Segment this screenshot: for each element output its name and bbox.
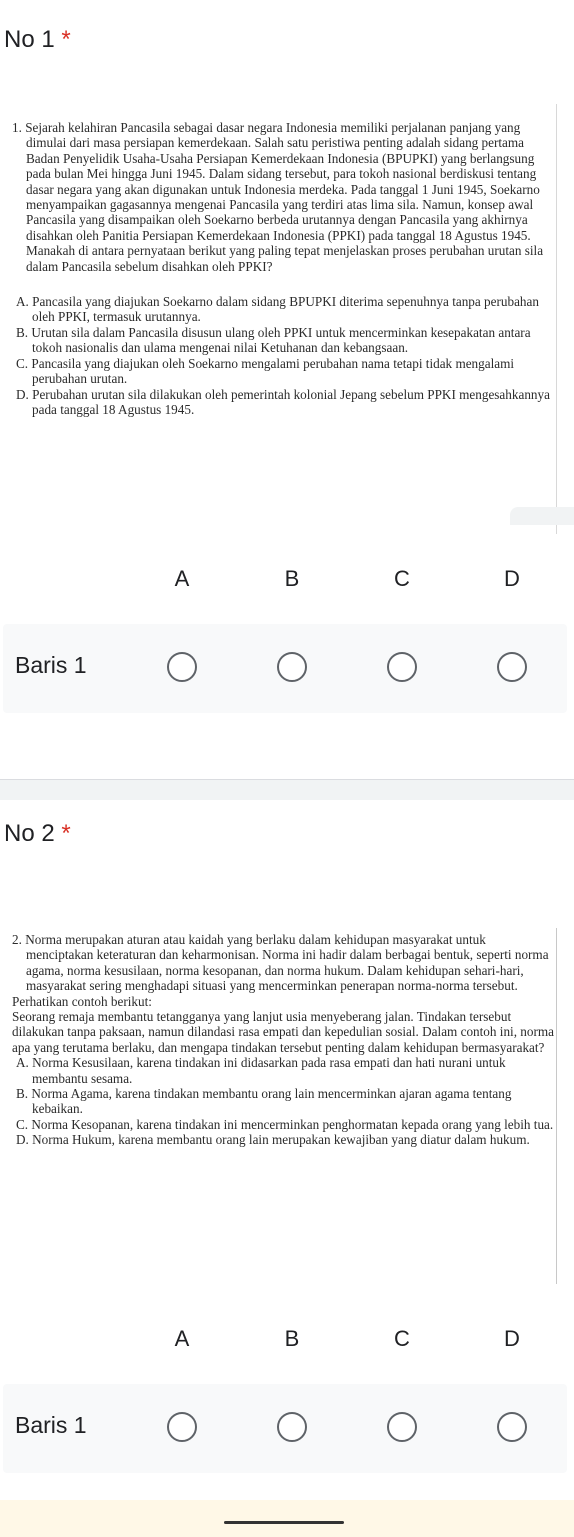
image-edge-fade bbox=[510, 507, 574, 525]
question-2-stem: 2. Norma merupakan aturan atau kaidah yang berlaku dalam kehidupan masyarakat untuk menciptakan keteraturan dan keharmonisan. Norma ini hadir dalam berbagai bentuk, seperti norma agama, norma kesusilaan, norma kesopanan, dan norma hukum. Dalam kehidupan sehari-hari, masyarakat sering menghadapi situasi yang mencerminkan penerapan norma-norma tersebut. bbox=[12, 932, 549, 994]
question-2-image bbox=[4, 928, 557, 1284]
grid-row-1 bbox=[3, 1384, 567, 1473]
radio-option-c[interactable] bbox=[387, 1412, 417, 1442]
question-1-option-c: C. Pancasila yang diajukan oleh Soekarno mengalami perubahan nama tetapi tidak mengalami perubahan urutan. bbox=[16, 355, 515, 387]
grid-column-header-c: C bbox=[394, 1326, 410, 1351]
radio-option-b[interactable] bbox=[277, 1412, 307, 1442]
question-1-option-b: B. Urutan sila dalam Pancasila disusun ulang oleh PPKI untuk mencerminkan kesepakatan antara tokoh nasionalis dan ulama mengenai nilai Ketuhanan dan kebangsaan. bbox=[16, 324, 531, 356]
radio-option-d[interactable] bbox=[497, 652, 527, 682]
question-1-stem: 1. Sejarah kelahiran Pancasila sebagai dasar negara Indonesia memiliki perjalanan panjang yang dimulai dari masa persiapan kemerdekaan. Salah satu peristiwa penting adalah sidang pertama Badan Penyelidik Usaha-Usaha Persiapan Kemerdekaan Indonesia (BPUPKI) yang berlangsung pada bulan Mei hingga Juni 1945. Dalam sidang tersebut, para tokoh nasional berdiskusi tentang dasar negara yang akan digunakan untuk Indonesia merdeka. Pada tanggal 1 Juni 1945, Soekarno menyampaikan gagasannya mengenai Pancasila yang terdiri atas lima sila. Namun, konsep awal Pancasila yang disampaikan oleh Soekarno berbeda urutannya dengan Pancasila yang akhirnya disahkan oleh Panitia Persiapan Kemerdekaan Indonesia (PPKI) pada tanggal 18 Agustus 1945. Manakah di antara pernyataan berikut yang paling tepat menjelaskan proses perubahan urutan sila dalam Pancasila sebelum disahkan oleh PPKI? bbox=[12, 120, 544, 274]
question-2-option-d: D. Norma Hukum, karena membantu orang lain merupakan kewajiban yang diatur dalam hukum. bbox=[16, 1132, 530, 1148]
question-2-title-text: No 2 bbox=[4, 820, 55, 847]
home-indicator[interactable] bbox=[224, 1521, 344, 1524]
grid-column-header-b: B bbox=[284, 566, 300, 591]
grid-column-header-c: C bbox=[394, 566, 410, 591]
radio-option-a[interactable] bbox=[167, 1412, 197, 1442]
grid-column-header-d: D bbox=[504, 566, 520, 591]
question-2-title bbox=[4, 820, 71, 848]
grid-column-header-d: D bbox=[504, 1326, 520, 1351]
grid-row-label: Baris 1 bbox=[15, 1412, 87, 1438]
question-1-image bbox=[4, 104, 557, 534]
question-2-option-a: A. Norma Kesusilaan, karena tindakan ini didasarkan pada rasa empati dan hati nurani untuk membantu sesama. bbox=[16, 1055, 506, 1086]
required-asterisk: * bbox=[61, 26, 71, 53]
radio-option-d[interactable] bbox=[497, 1412, 527, 1442]
grid-row-label: Baris 1 bbox=[15, 652, 87, 678]
bottom-bar bbox=[0, 1500, 574, 1537]
grid-column-header-b: B bbox=[284, 1326, 300, 1351]
grid-column-header-a: A bbox=[174, 1326, 190, 1351]
question-2-option-b: B. Norma Agama, karena tindakan membantu orang lain mencerminkan ajaran agama tentang kebaikan. bbox=[16, 1086, 512, 1117]
radio-option-b[interactable] bbox=[277, 652, 307, 682]
question-1-option-a: A. Pancasila yang diajukan Soekarno dalam sidang BPUPKI diterima sepenuhnya tanpa perubahan oleh PPKI, termasuk urutannya. bbox=[16, 294, 539, 325]
question-2-option-c: C. Norma Kesopanan, karena tindakan ini mencerminkan penghormatan kepada orang yang lebih tua. bbox=[16, 1116, 554, 1132]
card-gap bbox=[0, 780, 574, 800]
grid-row-1 bbox=[3, 624, 567, 713]
question-1-title bbox=[4, 26, 71, 54]
question-2-intro: Perhatikan contoh berikut: bbox=[12, 993, 152, 1009]
question-1-title-text: No 1 bbox=[4, 26, 55, 53]
question-1-option-d: D. Perubahan urutan sila dilakukan oleh pemerintah kolonial Jepang sebelum PPKI mengesahkannya pada tanggal 18 Agustus 1945. bbox=[16, 386, 550, 417]
radio-option-a[interactable] bbox=[167, 652, 197, 682]
radio-option-c[interactable] bbox=[387, 652, 417, 682]
grid-column-header-a: A bbox=[174, 566, 190, 591]
required-asterisk: * bbox=[61, 820, 71, 847]
question-2-example: Seorang remaja membantu tetangganya yang lanjut usia menyeberang jalan. Tindakan tersebut dilakukan tanpa paksaan, namun dilandasi rasa empati dan kepedulian sosial. Dalam contoh ini, norma apa yang terutama berlaku, dan mengapa tindakan tersebut penting dalam kehidupan bermasyarakat? bbox=[12, 1009, 554, 1055]
